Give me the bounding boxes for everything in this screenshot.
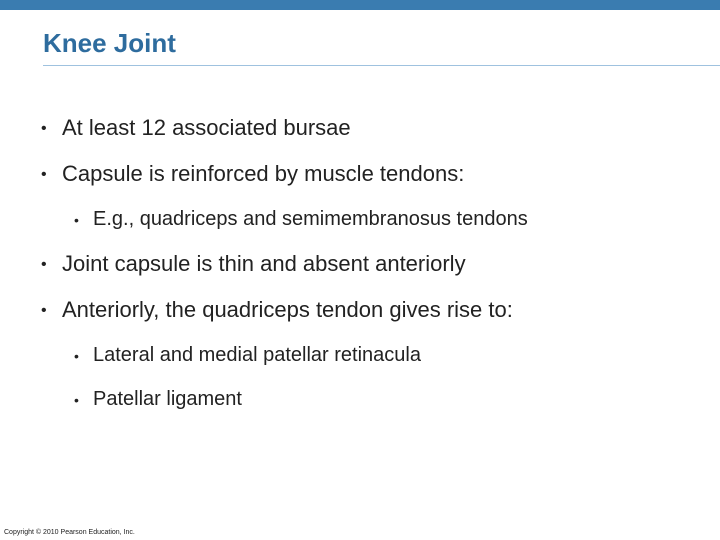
bullet-item [41, 253, 701, 277]
bullet-item [41, 163, 701, 187]
title-divider [43, 65, 720, 66]
bullet-glyph: • [41, 166, 47, 183]
bullet-item [41, 117, 701, 141]
bullet-glyph: • [41, 120, 47, 137]
sub-bullet-item [74, 389, 694, 411]
sub-bullet-text: E.g., quadriceps and semimembranosus tendons [93, 208, 528, 230]
bullet-glyph: • [41, 256, 47, 273]
sub-bullet-text: Lateral and medial patellar retinacula [93, 344, 421, 366]
top-accent-bar [0, 0, 720, 10]
bullet-text: Capsule is reinforced by muscle tendons: [62, 161, 465, 186]
sub-bullet-glyph: • [74, 348, 79, 364]
sub-bullet-glyph: • [74, 392, 79, 408]
slide-title: Knee Joint [43, 28, 176, 58]
bullet-item [41, 299, 701, 323]
bullet-text: Anteriorly, the quadriceps tendon gives rise to: [62, 297, 513, 322]
sub-bullet-item [74, 345, 694, 367]
sub-bullet-glyph: • [74, 212, 79, 228]
sub-bullet-text: Patellar ligament [93, 388, 242, 410]
sub-bullet-item [74, 209, 694, 231]
copyright-notice: Copyright © 2010 Pearson Education, Inc. [4, 529, 135, 536]
bullet-glyph: • [41, 302, 47, 319]
bullet-text: At least 12 associated bursae [62, 115, 351, 140]
bullet-text: Joint capsule is thin and absent anteriorly [62, 251, 466, 276]
